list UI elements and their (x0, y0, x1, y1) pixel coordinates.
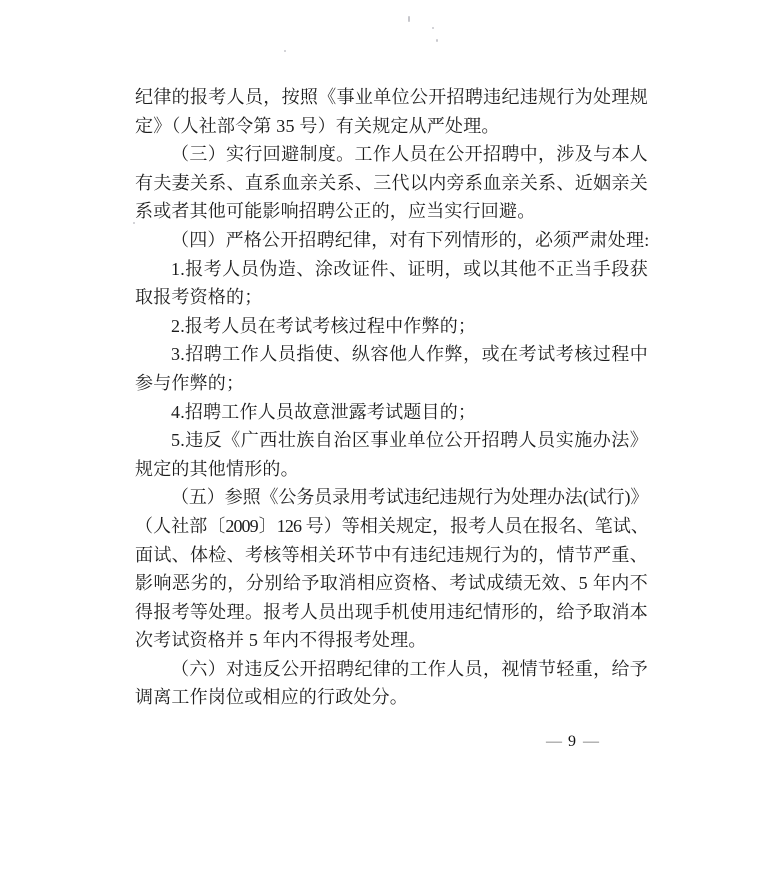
page-number-dash-right: — (583, 733, 598, 750)
text-line: 2.报考人员在考试考核过程中作弊的； (171, 315, 477, 336)
scan-speckle (436, 39, 438, 42)
text-line: 规定的其他情形的。 (135, 458, 299, 479)
text-line: 次考试资格并 5 年内不得报考处理。 (135, 630, 427, 651)
text-line: 影响恶劣的，分别给予取消相应资格、考试成绩无效、5 年内不 (135, 573, 648, 594)
text-line: 纪律的报考人员，按照《事业单位公开招聘违纪违规行为处理规 (135, 87, 648, 107)
text-line: （五）参照《公务员录用考试违纪违规行为处理办法(试行)》 (171, 487, 648, 508)
text-line: 有夫妻关系、直系血亲关系、三代以内旁系血亲关系、近姻亲关 (135, 172, 648, 193)
text-line: 参与作弊的； (135, 372, 245, 393)
text-line: 面试、体检、考核等相关环节中有违纪违规行为的，情节严重、 (135, 544, 648, 565)
page-number-dash-left: — (546, 733, 561, 750)
text-line: 4.招聘工作人员故意泄露考试题目的； (171, 401, 477, 422)
scan-speckle (408, 16, 410, 22)
text-line: 1.报考人员伪造、涂改证件、证明，或以其他不正当手段获 (171, 258, 648, 279)
text-line: 系或者其他可能影响招聘公正的，应当实行回避。 (135, 201, 536, 222)
text-line: 3.招聘工作人员指使、纵容他人作弊，或在考试考核过程中 (171, 344, 648, 365)
document-body-text (135, 83, 648, 712)
text-line: 取报考资格的； (135, 287, 263, 308)
scan-speckle (432, 27, 434, 29)
text-line: （四）严格公开招聘纪律，对有下列情形的，必须严肃处理: (171, 229, 650, 250)
page-number (537, 733, 607, 751)
text-line: （人社部〔2009〕126 号）等相关规定，报考人员在报名、笔试、 (135, 515, 648, 536)
text-line: 调离工作岗位或相应的行政处分。 (135, 687, 408, 708)
text-line: 得报考等处理。报考人员出现手机使用违纪情形的，给予取消本 (135, 601, 648, 622)
text-line: 5.违反《广西壮族自治区事业单位公开招聘人员实施办法》 (171, 430, 648, 451)
page-number-value: 9 (568, 733, 576, 750)
scan-speckle (284, 50, 286, 52)
text-line: （六）对违反公开招聘纪律的工作人员，视情节轻重，给予 (171, 658, 648, 679)
text-line: 定》（人社部令第 35 号）有关规定从严处理。 (135, 115, 500, 136)
text-line: （三）实行回避制度。工作人员在公开招聘中，涉及与本人 (171, 144, 648, 165)
